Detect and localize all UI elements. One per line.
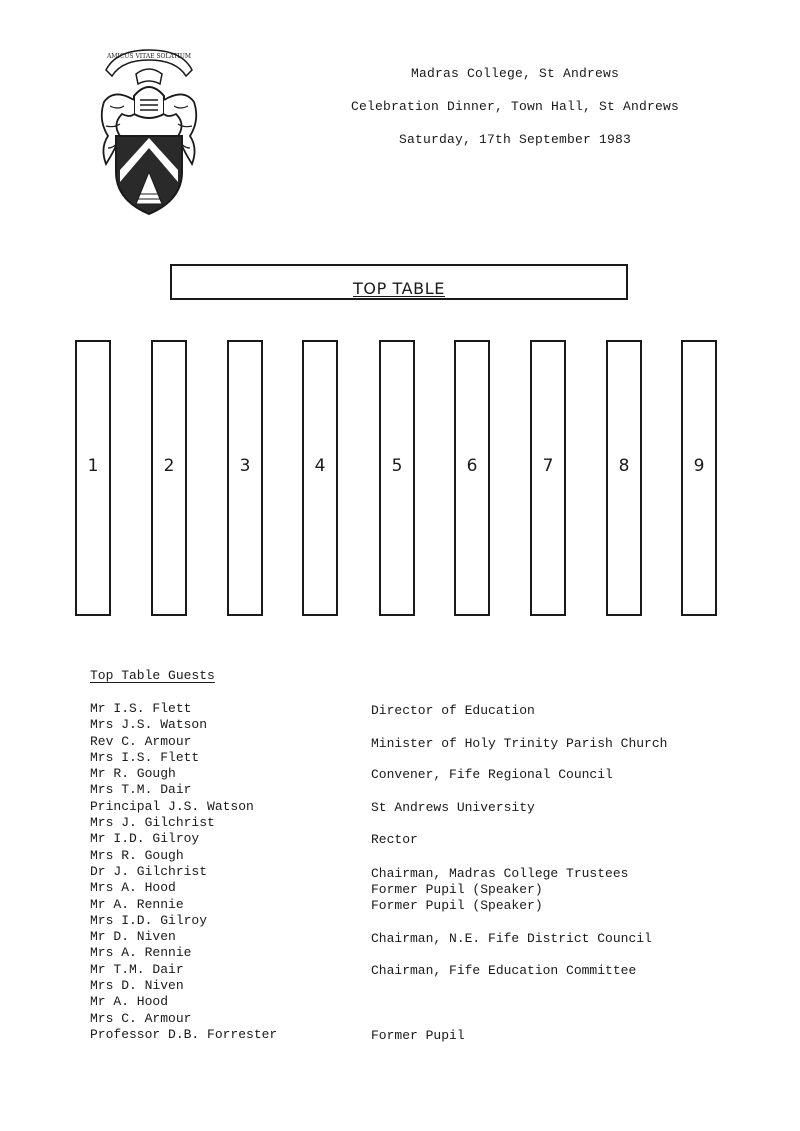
- table-number: 4: [314, 456, 326, 476]
- guest-role: Rector: [371, 832, 418, 847]
- guest-name: Rev C. Armour: [90, 733, 192, 749]
- guest-name: Mr I.S. Flett: [90, 701, 192, 716]
- header-date: Saturday, 17th September 1983: [398, 132, 632, 147]
- guest-name: Mrs I.S. Flett: [90, 749, 200, 765]
- top-table-box: [170, 264, 628, 300]
- guest-role: Convener, Fife Regional Council: [371, 767, 613, 782]
- table-7: [530, 340, 566, 616]
- crest-motto: AMICUS VITAE SOLATIUM: [106, 53, 192, 60]
- guest-name: Mrs J. Gilchrist: [90, 815, 215, 831]
- guest-role: Director of Education: [371, 703, 535, 718]
- guest-name: Mrs I.D. Gilroy: [90, 912, 208, 928]
- guest-name: Mrs C. Armour: [90, 1010, 192, 1026]
- guests-heading: Top Table Guests: [90, 668, 215, 683]
- guest-name: Mr A. Hood: [90, 994, 169, 1010]
- guest-name: Mrs A. Rennie: [90, 945, 192, 961]
- guest-name: Principal J.S. Watson: [90, 798, 254, 814]
- guest-role: Former Pupil: [371, 1028, 465, 1043]
- table-number: 1: [87, 456, 99, 476]
- guest-name: Mrs R. Gough: [90, 847, 184, 863]
- guest-name: Mrs T.M. Dair: [90, 782, 192, 798]
- table-8: [606, 340, 642, 616]
- top-table-label: TOP TABLE: [353, 279, 445, 298]
- guest-role: Minister of Holy Trinity Parish Church: [371, 736, 668, 751]
- table-2: [151, 340, 187, 616]
- guest-role: Chairman, N.E. Fife District Council: [371, 931, 652, 946]
- guest-name: Mr A. Rennie: [90, 896, 184, 912]
- guest-list: [90, 701, 277, 1043]
- table-number: 9: [693, 456, 705, 476]
- guest-name: Mrs D. Niven: [90, 978, 184, 994]
- table-number: 2: [163, 456, 175, 476]
- guest-name: Mrs J.S. Watson: [90, 717, 208, 733]
- table-number: 8: [618, 456, 630, 476]
- guest-name: Mr R. Gough: [90, 766, 176, 782]
- guest-name: Mrs A. Hood: [90, 880, 176, 896]
- table-5: [379, 340, 415, 616]
- table-6: [454, 340, 490, 616]
- header-event: Celebration Dinner, Town Hall, St Andrews: [350, 99, 680, 114]
- table-number: 7: [542, 456, 554, 476]
- guest-role: Chairman, Fife Education Committee: [371, 963, 637, 978]
- guest-name: Mr I.D. Gilroy: [90, 831, 200, 847]
- guest-role: Former Pupil (Speaker): [371, 882, 543, 897]
- guest-role: Former Pupil (Speaker): [371, 898, 543, 913]
- header-college: Madras College, St Andrews: [410, 66, 620, 81]
- table-1: [75, 340, 111, 616]
- seating-tables: [0, 340, 800, 624]
- guest-name: Professor D.B. Forrester: [90, 1026, 278, 1042]
- guest-name: Mr T.M. Dair: [90, 961, 184, 977]
- guest-name: Mr D. Niven: [90, 929, 176, 945]
- table-number: 6: [466, 456, 478, 476]
- guest-role: Chairman, Madras College Trustees: [371, 866, 629, 881]
- guest-name: Dr J. Gilchrist: [90, 863, 208, 879]
- table-number: 5: [391, 456, 403, 476]
- table-3: [227, 340, 263, 616]
- guest-role: St Andrews University: [371, 800, 535, 815]
- table-9: [681, 340, 717, 616]
- table-number: 3: [239, 456, 251, 476]
- table-4: [302, 340, 338, 616]
